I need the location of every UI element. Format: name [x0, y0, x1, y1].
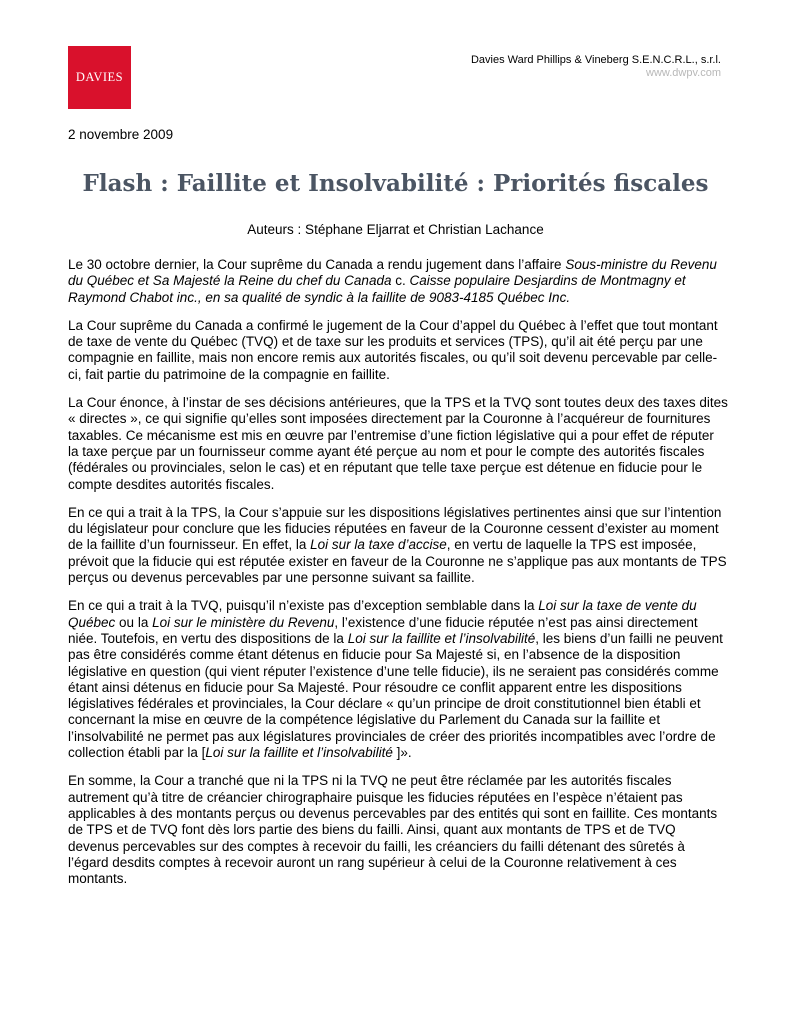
p5-text-i: ]».	[392, 745, 412, 761]
p1-text-c: c.	[391, 273, 410, 289]
paragraph-2: La Cour suprême du Canada a confirmé le jugement de la Cour d’appel du Québec à l’effet que tout montant de taxe de vente du Québec (TVQ) et de taxe sur les produits et services (TPS), qu’il ait été perçu par une compagnie en faillite, mais non encore remis aux autorités fiscales, ou qu’il soit devenu percevable par celle-ci, fait partie du patrimoine de la compagnie en faillite.	[68, 317, 718, 382]
p4-text-a: En ce qui a trait à la TPS, la Cour s’appuie sur les dispositions législatives pertinentes ainsi que sur l’intention du législateur pour conclure que les fiducies réputées en faveur de la Couronne cessent d’exister au moment de la faillite d’un fournisseur. En effet, la	[68, 504, 722, 553]
firm-url[interactable]: www.dwpv.com	[646, 67, 721, 79]
paragraph-5	[68, 598, 728, 761]
firm-header	[471, 54, 721, 80]
paragraph-3: La Cour énonce, à l’instar de ses décisions antérieures, que la TPS et la TVQ sont toutes deux des taxes dites « directes », ce qui signifie qu’elles sont imposées directement par la Couronne à l’acquéreur de fournitures taxables. Ce mécanisme est mis en œuvre par l’entremise d’une fiction législative qui a pour effet de réputer la taxe perçue par un fournisseur comme ayant été perçue au nom et pour le compte des autorités fiscales (fédérales ou provinciales, selon le cas) et en réputant que telle taxe perçue est détenue en fiducie pour le compte desdites autorités fiscales.	[68, 395, 728, 492]
p4-text-c: , en vertu de laquelle la TPS est imposée, prévoit que la fiducie qui est réputée exister en faveur de la Couronne ne s’applique pas aux montants de TPS perçus ou devenus percevables par une personne suivant sa faillite.	[68, 537, 727, 586]
logo-text: DAVIES	[75, 70, 124, 84]
document-date: 2 novembre 2009	[68, 127, 174, 142]
document-title: Flash : Faillite et Insolvabilité : Priorités fiscales	[82, 170, 709, 197]
paragraph-4	[68, 505, 728, 586]
p1-text-a: Le 30 octobre dernier, la Cour suprême du Canada a rendu jugement dans l’affaire	[68, 257, 566, 272]
p5-law-name-f: Loi sur la faillite et l’insolvabilité	[347, 630, 536, 646]
p1-case-name-a: Sous-ministre du Revenu du Québec et Sa Majesté la Reine du chef du Canada	[68, 257, 717, 289]
p5-law-name-h: Loi sur la faillite et l’insolvabilité	[205, 745, 393, 761]
davies-logo	[68, 46, 131, 109]
p5-law-name-d: Loi sur le ministère du Revenu	[152, 614, 335, 630]
p5-text-e: , l’existence d’une fiducie réputée n’est pas ainsi directement niée. Toutefois, en vertu des dispositions de la	[68, 614, 698, 646]
paragraph-1	[68, 257, 728, 306]
p5-text-g: , les biens d’un failli ne peuvent pas être considérés comme étant détenus en fiducie pour Sa Majesté si, en l’absence de la disposition législative en question (qui vient réputer l’existence d’une telle fiducie), ils ne seraient pas considérés comme étant ainsi détenus en fiducie pour Sa Majesté. Pour résoudre ce conflit apparent entre les dispositions législatives fédérales et provinciales, la Cour déclare « qu’un principe de droit constitutionnel bien établi et concernant la mise en œuvre de la compétence législative du Parlement du Canada sur la faillite et l’insolvabilité ne permet pas aux législatures provinciales de créer des priorités incompatibles avec l’ordre de collection établi par la [	[68, 630, 723, 761]
p5-text-c: ou la	[115, 614, 153, 630]
p1-case-name-b: Caisse populaire Desjardins de Montmagny et Raymond Chabot inc., en sa qualité de syndic à la faillite de 9083-4185 Québec Inc.	[68, 273, 686, 305]
p5-text-a: En ce qui a trait à la TVQ, puisqu’il n’existe pas d’exception semblable dans la	[68, 598, 539, 614]
p5-law-name-b: Loi sur la taxe de vente du Québec	[68, 598, 697, 630]
paragraph-6: En somme, la Cour a tranché que ni la TPS ni la TVQ ne peut être réclamée par les autorités fiscales autrement qu’à titre de créancier chirographaire puisque les fiducies réputées en l’espèce n’étaient pas applicables à des montants perçus ou devenus percevables par des entités qui sont en faillite. Ces montants de TPS et de TVQ font dès lors partie des biens du failli. Ainsi, quant aux montants de TPS et de TVQ devenus percevables sur des comptes à recevoir du failli, les créanciers du failli détenant des sûretés à l’égard desdits comptes à recevoir auront un rang supérieur à celui de la Couronne relativement à ces montants.	[68, 773, 718, 887]
firm-name: Davies Ward Phillips & Vineberg S.E.N.C.R.L., s.r.l.	[470, 54, 721, 66]
p4-law-name: Loi sur la taxe d’accise	[310, 537, 447, 553]
article-body	[68, 257, 728, 899]
authors-line: Auteurs : Stéphane Eljarrat et Christian Lachance	[247, 222, 544, 237]
